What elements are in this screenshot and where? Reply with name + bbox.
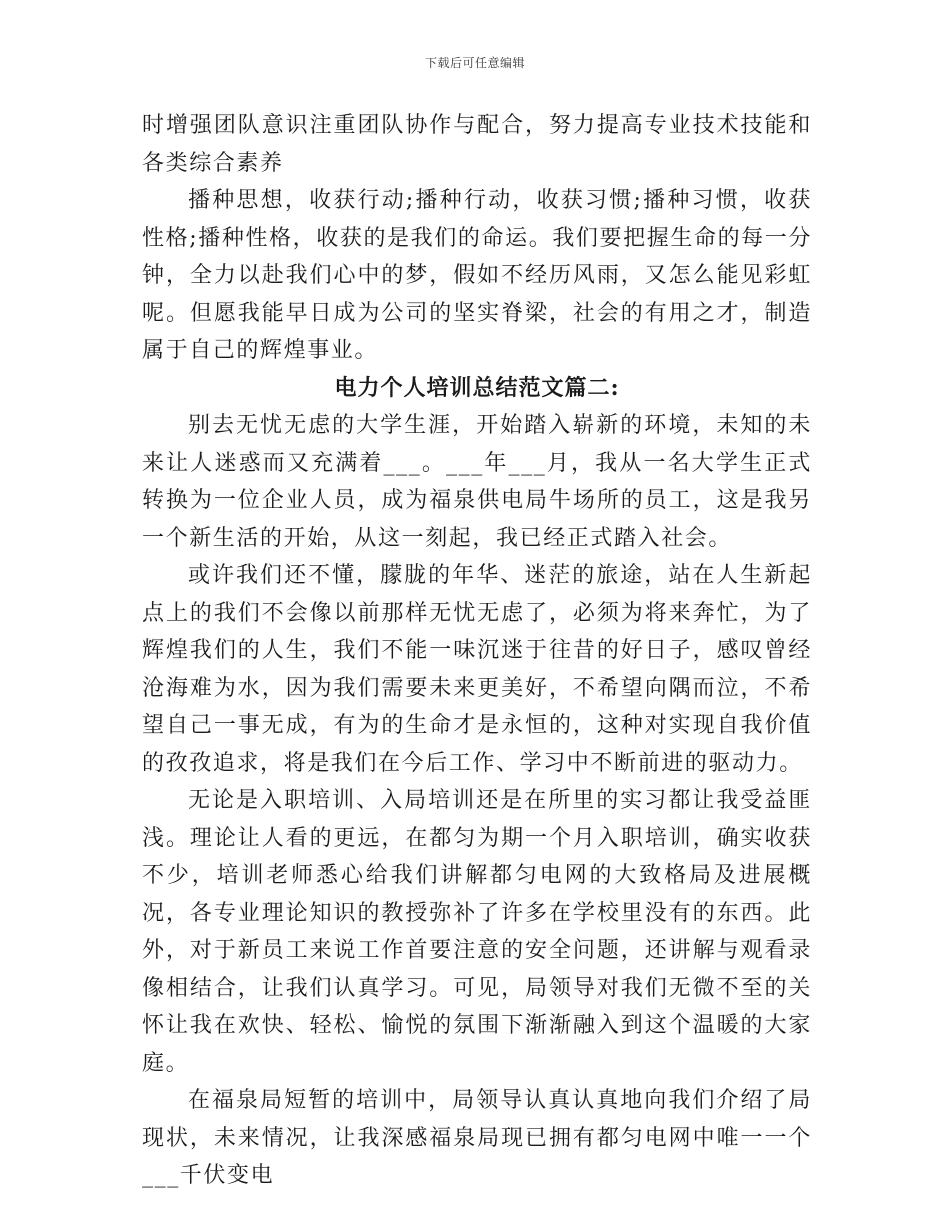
paragraph: 在福泉局短暂的培训中，局领导认真认真地向我们介绍了局现状，未来情况，让我深感福泉局现已拥有都匀电网中唯一一个___千伏变电 xyxy=(142,1088,812,1188)
paragraph: 播种思想，收获行动;播种行动，收获习惯;播种习惯，收获性格;播种性格，收获的是我们的命运。我们要把握生命的每一分钟，全力以赴我们心中的梦，假如不经历风雨，又怎么能见彩虹呢。但愿我能早日成为公司的坚实脊梁，社会的有用之才，制造属于自己的辉煌事业。 xyxy=(142,188,812,363)
document-body xyxy=(142,107,812,1195)
paragraph: 或许我们还不懂，朦胧的年华、迷茫的旅途，站在人生新起点上的我们不会像以前那样无忧无虑了，必须为将来奔忙，为了辉煌我们的人生，我们不能一味沉迷于往昔的好日子，感叹曾经沧海难为水，因为我们需要未来更美好，不希望向隅而泣，不希望自己一事无成，有为的生命才是永恒的，这种对实现自我价值的孜孜追求，将是我们在今后工作、学习中不断前进的驱动力。 xyxy=(142,563,812,776)
page-header: 下载后可任意编辑 xyxy=(424,56,525,70)
paragraph: 无论是入职培训、入局培训还是在所里的实习都让我受益匪浅。理论让人看的更远，在都匀为期一个月入职培训，确实收获不少，培训老师悉心给我们讲解都匀电网的大致格局及进展概况，各专业理论知识的教授弥补了许多在学校里没有的东西。此外，对于新员工来说工作首要注意的安全问题，还讲解与观看录像相结合，让我们认真学习。可见，局领导对我们无微不至的关怀让我在欢快、轻松、愉悦的氛围下渐渐融入到这个温暖的大家庭。 xyxy=(142,788,812,1076)
paragraph: 别去无忧无虑的大学生涯，开始踏入崭新的环境，未知的未来让人迷惑而又充满着___。___年___月，我从一名大学生正式转换为一位企业人员，成为福泉供电局牛场所的员工，这是我另一个新生活的开始，从这一刻起，我已经正式踏入社会。 xyxy=(142,413,812,551)
paragraph: 时增强团队意识注重团队协作与配合，努力提高专业技术技能和各类综合素养 xyxy=(142,113,812,176)
section-heading: 电力个人培训总结范文篇二: xyxy=(334,374,620,401)
